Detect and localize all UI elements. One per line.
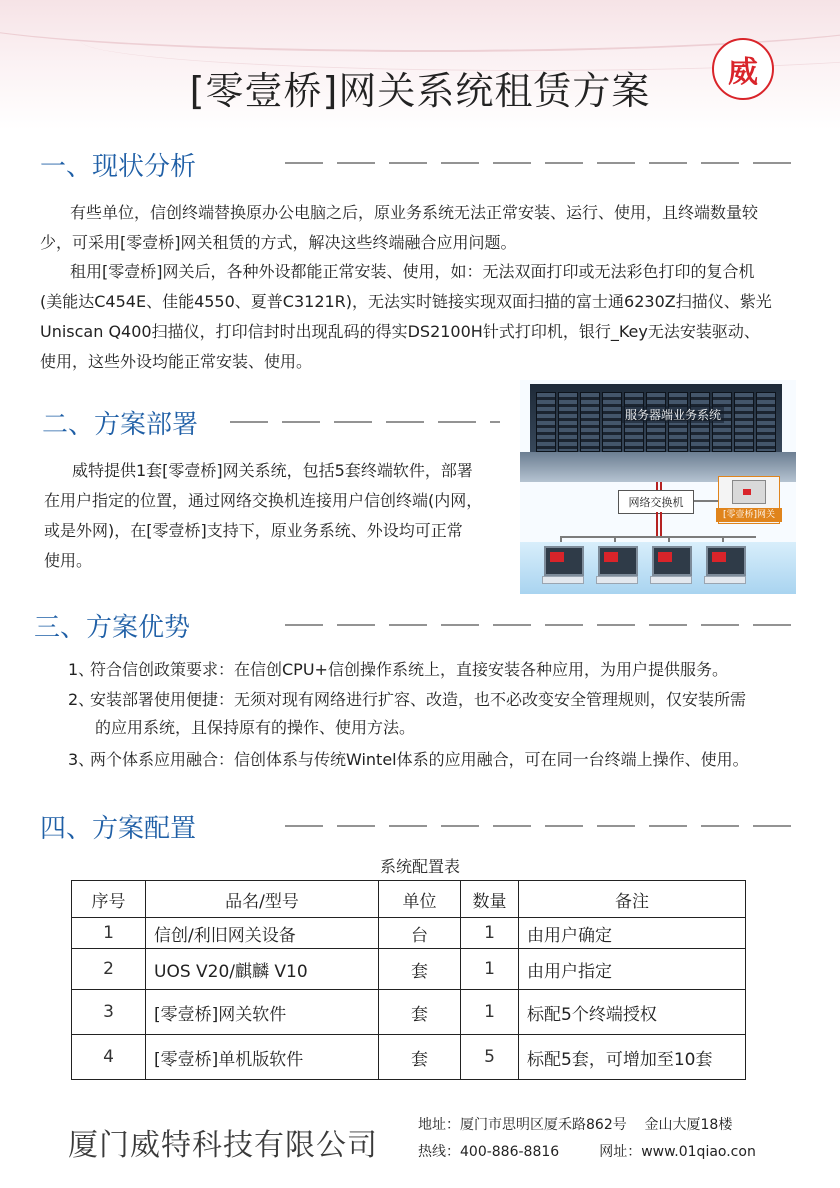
text-line: 威特提供1套[零壹桥]网关系统，包括5套终端软件，部署 xyxy=(72,461,473,480)
footer-contact: 热线：400-886-8816 网址：www.01qiao.con xyxy=(418,1144,756,1160)
network-cable xyxy=(660,512,662,538)
cell-quantity: 1 xyxy=(461,918,519,949)
table-row xyxy=(72,990,746,1035)
advantage-text: 安装部署使用便捷：无须对现有网络进行扩容、改造，也不必改变安全管理规则，仅安装所需 xyxy=(90,690,747,709)
table-row xyxy=(72,949,746,990)
cell-unit: 套 xyxy=(379,949,461,990)
column-header-remarks: 备注 xyxy=(519,881,746,918)
cell-product: [零壹桥]网关软件 xyxy=(146,990,379,1035)
advantage-item xyxy=(68,656,808,684)
column-header-quantity: 数量 xyxy=(461,881,519,918)
section-divider xyxy=(285,825,795,827)
text-line: 少，可采用[零壹桥]网关租赁的方式，解决这些终端融合应用问题。 xyxy=(40,233,517,252)
text-line: 或是外网)，在[零壹桥]支持下，原业务系统、外设均可正常 xyxy=(44,521,463,540)
column-header-product: 品名/型号 xyxy=(146,881,379,918)
server-unit xyxy=(536,392,556,452)
cell-remarks: 标配5个终端授权 xyxy=(519,990,746,1035)
table-row xyxy=(72,918,746,949)
cell-unit: 套 xyxy=(379,990,461,1035)
cell-quantity: 1 xyxy=(461,990,519,1035)
column-header-index: 序号 xyxy=(72,881,146,918)
footer-company-name: 厦门威特科技有限公司 xyxy=(68,1128,378,1163)
section-divider xyxy=(285,162,795,164)
text-line: Uniscan Q400扫描仪，打印信封时出现乱码的得实DS2100H针式打印机，银行_Key无法安装驱动、 xyxy=(40,322,760,341)
section1-paragraph-2 xyxy=(40,257,810,377)
network-cable xyxy=(660,482,662,490)
list-number: 3、 xyxy=(68,750,95,769)
system-configuration-table xyxy=(71,880,746,1080)
server-rack-image xyxy=(530,384,782,456)
cell-index: 2 xyxy=(72,949,146,990)
section-divider xyxy=(230,421,500,423)
text-line: 在用户指定的位置，通过网络交换机连接用户信创终端(内网， xyxy=(44,491,483,510)
text-line: 租用[零壹桥]网关后，各种外设都能正常安装、使用，如：无法双面打印或无法彩色打印的复合机 xyxy=(70,262,755,281)
advantage-item xyxy=(68,686,808,742)
printer-icon xyxy=(732,480,766,504)
terminal-computer-icon xyxy=(706,546,746,576)
server-unit xyxy=(558,392,578,452)
network-switch-box: 网络交换机 xyxy=(618,490,694,514)
table-header-row xyxy=(72,881,746,918)
cell-unit: 套 xyxy=(379,1035,461,1080)
network-cable xyxy=(692,500,718,502)
cell-remarks: 由用户确定 xyxy=(519,918,746,949)
table-row xyxy=(72,1035,746,1080)
keyboard-icon xyxy=(542,576,584,584)
section-divider xyxy=(285,624,795,626)
terminal-computer-icon xyxy=(598,546,638,576)
cell-index: 4 xyxy=(72,1035,146,1080)
section2-paragraph xyxy=(44,456,514,576)
server-unit xyxy=(756,392,776,452)
cell-quantity: 5 xyxy=(461,1035,519,1080)
gateway-label: [零壹桥]网关 xyxy=(716,508,782,522)
section-heading-advantages: 三、方案优势 xyxy=(34,613,191,643)
section-heading-configuration: 四、方案配置 xyxy=(40,814,197,844)
page-title: [零壹桥]网关系统租赁方案 xyxy=(189,69,651,113)
text-line: 有些单位，信创终端替换原办公电脑之后，原业务系统无法正常安装、运行、使用，且终端数量较 xyxy=(70,203,759,222)
network-cable xyxy=(560,536,756,538)
cell-remarks: 标配5套，可增加至10套 xyxy=(519,1035,746,1080)
section-heading-deployment: 二、方案部署 xyxy=(42,410,199,440)
keyboard-icon xyxy=(650,576,692,584)
advantage-text-continued: 的应用系统，且保持原有的操作、使用方法。 xyxy=(95,718,416,737)
section-heading-status-analysis: 一、现状分析 xyxy=(40,152,197,182)
column-header-unit: 单位 xyxy=(379,881,461,918)
list-number: 1、 xyxy=(68,660,95,679)
server-unit xyxy=(602,392,622,452)
cell-index: 1 xyxy=(72,918,146,949)
cell-remarks: 由用户指定 xyxy=(519,949,746,990)
server-unit xyxy=(734,392,754,452)
text-line: (美能达C454E、佳能4550、夏普C3121R)，无法实时链接实现双面扫描的富士通6230Z扫描仪、紫光 xyxy=(40,292,772,311)
terminal-computer-icon xyxy=(544,546,584,576)
advantage-text: 两个体系应用融合：信创体系与传统Wintel体系的应用融合，可在同一台终端上操作、使用。 xyxy=(90,750,749,769)
cell-quantity: 1 xyxy=(461,949,519,990)
keyboard-icon xyxy=(596,576,638,584)
keyboard-icon xyxy=(704,576,746,584)
advantage-text: 符合信创政策要求：在信创CPU+信创操作系统上，直接安装各种应用，为用户提供服务。 xyxy=(90,660,728,679)
server-unit xyxy=(580,392,600,452)
cell-product: UOS V20/麒麟 V10 xyxy=(146,949,379,990)
list-number: 2、 xyxy=(68,690,95,709)
cell-product: 信创/利旧网关设备 xyxy=(146,918,379,949)
network-topology-diagram xyxy=(520,380,796,594)
text-line: 使用，这些外设均能正常安装、使用。 xyxy=(40,352,313,371)
cell-index: 3 xyxy=(72,990,146,1035)
footer-address: 地址：厦门市思明区厦禾路862号 金山大厦18楼 xyxy=(418,1117,733,1133)
cell-product: [零壹桥]单机版软件 xyxy=(146,1035,379,1080)
table-caption: 系统配置表 xyxy=(379,857,460,876)
network-cable xyxy=(656,512,658,538)
network-cable xyxy=(656,482,658,490)
advantage-item xyxy=(68,746,808,774)
terminal-computer-icon xyxy=(652,546,692,576)
text-line: 使用。 xyxy=(44,551,93,570)
section1-paragraph-1 xyxy=(40,198,810,258)
cell-unit: 台 xyxy=(379,918,461,949)
server-system-label: 服务器端业务系统 xyxy=(622,406,724,423)
company-logo-seal: 威 xyxy=(712,38,774,100)
